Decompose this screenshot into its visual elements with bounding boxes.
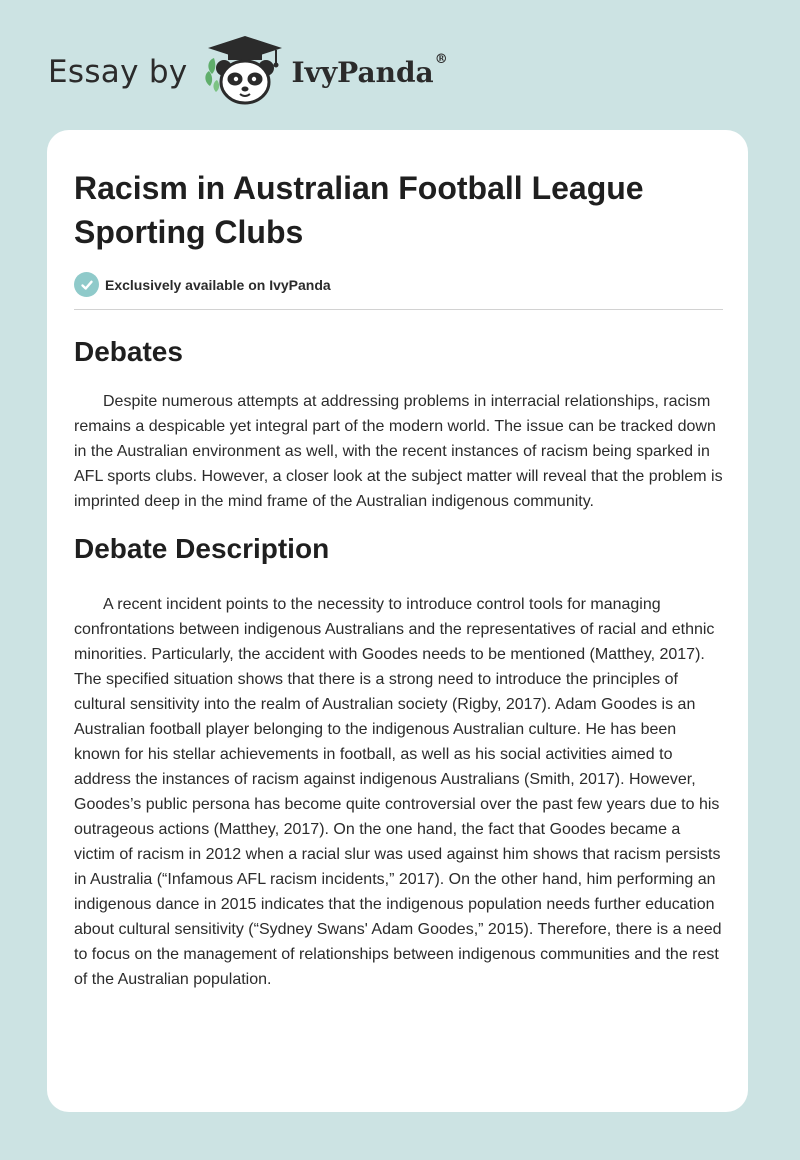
- brand-name: IvyPanda®: [291, 51, 448, 89]
- exclusive-badge: [74, 272, 724, 297]
- essay-title: Racism in Australian Football League Sporting Clubs: [74, 170, 644, 250]
- check-circle-icon: [74, 272, 99, 297]
- section-heading-debate-description: Debate Description: [74, 533, 330, 564]
- section-paragraph-debate-description: A recent incident points to the necessity to introduce control tools for managing confrontations between indigenous Australians and the representatives of racial and ethnic minorities. Particularly, the accident with Goodes needs to be mentioned (Matthey, 2017). The specified situation shows that there is a strong need to introduce the principles of cultural sensitivity into the realm of Australian society (Rigby, 2017). Adam Goodes is an Australian football player belonging to the indigenous Australian culture. He has been known for his stellar achievements in football, as well as his social activities aimed to address the instances of racism against indigenous Australians (Smith, 2017). However, Goodes’s public persona has become quite controversial over the past few years due to his outrageous actions (Matthey, 2017). On the one hand, the fact that Goodes became a victim of racism in 2012 when a racial slur was used against him shows that racism persists in Australia (“Infamous AFL racism incidents,” 2017). On the other hand, him performing an indigenous dance in 2015 indicates that the indigenous population needs further education about cultural sensitivity (“Sydney Swans' Adam Goodes,” 2015). Therefore, there is a need to focus on the management of relationships between indigenous communities and the rest of the Australian population.: [74, 596, 722, 988]
- panda-graduate-icon: [204, 34, 286, 111]
- essay-content: [74, 166, 724, 992]
- divider: [74, 309, 723, 310]
- registered-mark: ®: [434, 51, 448, 67]
- section-heading-debates: Debates: [74, 336, 183, 367]
- brand-header[interactable]: [48, 36, 448, 108]
- badge-label: Exclusively available on IvyPanda: [105, 276, 331, 293]
- essay-card: [47, 130, 748, 1112]
- brand-prefix: Essay by: [48, 54, 188, 90]
- section-paragraph-debates: Despite numerous attempts at addressing problems in interracial relationships, racism remains a despicable yet integral part of the modern world. The issue can be tracked down in the Australian environment as well, with the recent instances of racism being sparked in AFL sports clubs. However, a closer look at the subject matter will reveal that the problem is imprinted deep in the mind frame of the Australian indigenous community.: [74, 393, 723, 510]
